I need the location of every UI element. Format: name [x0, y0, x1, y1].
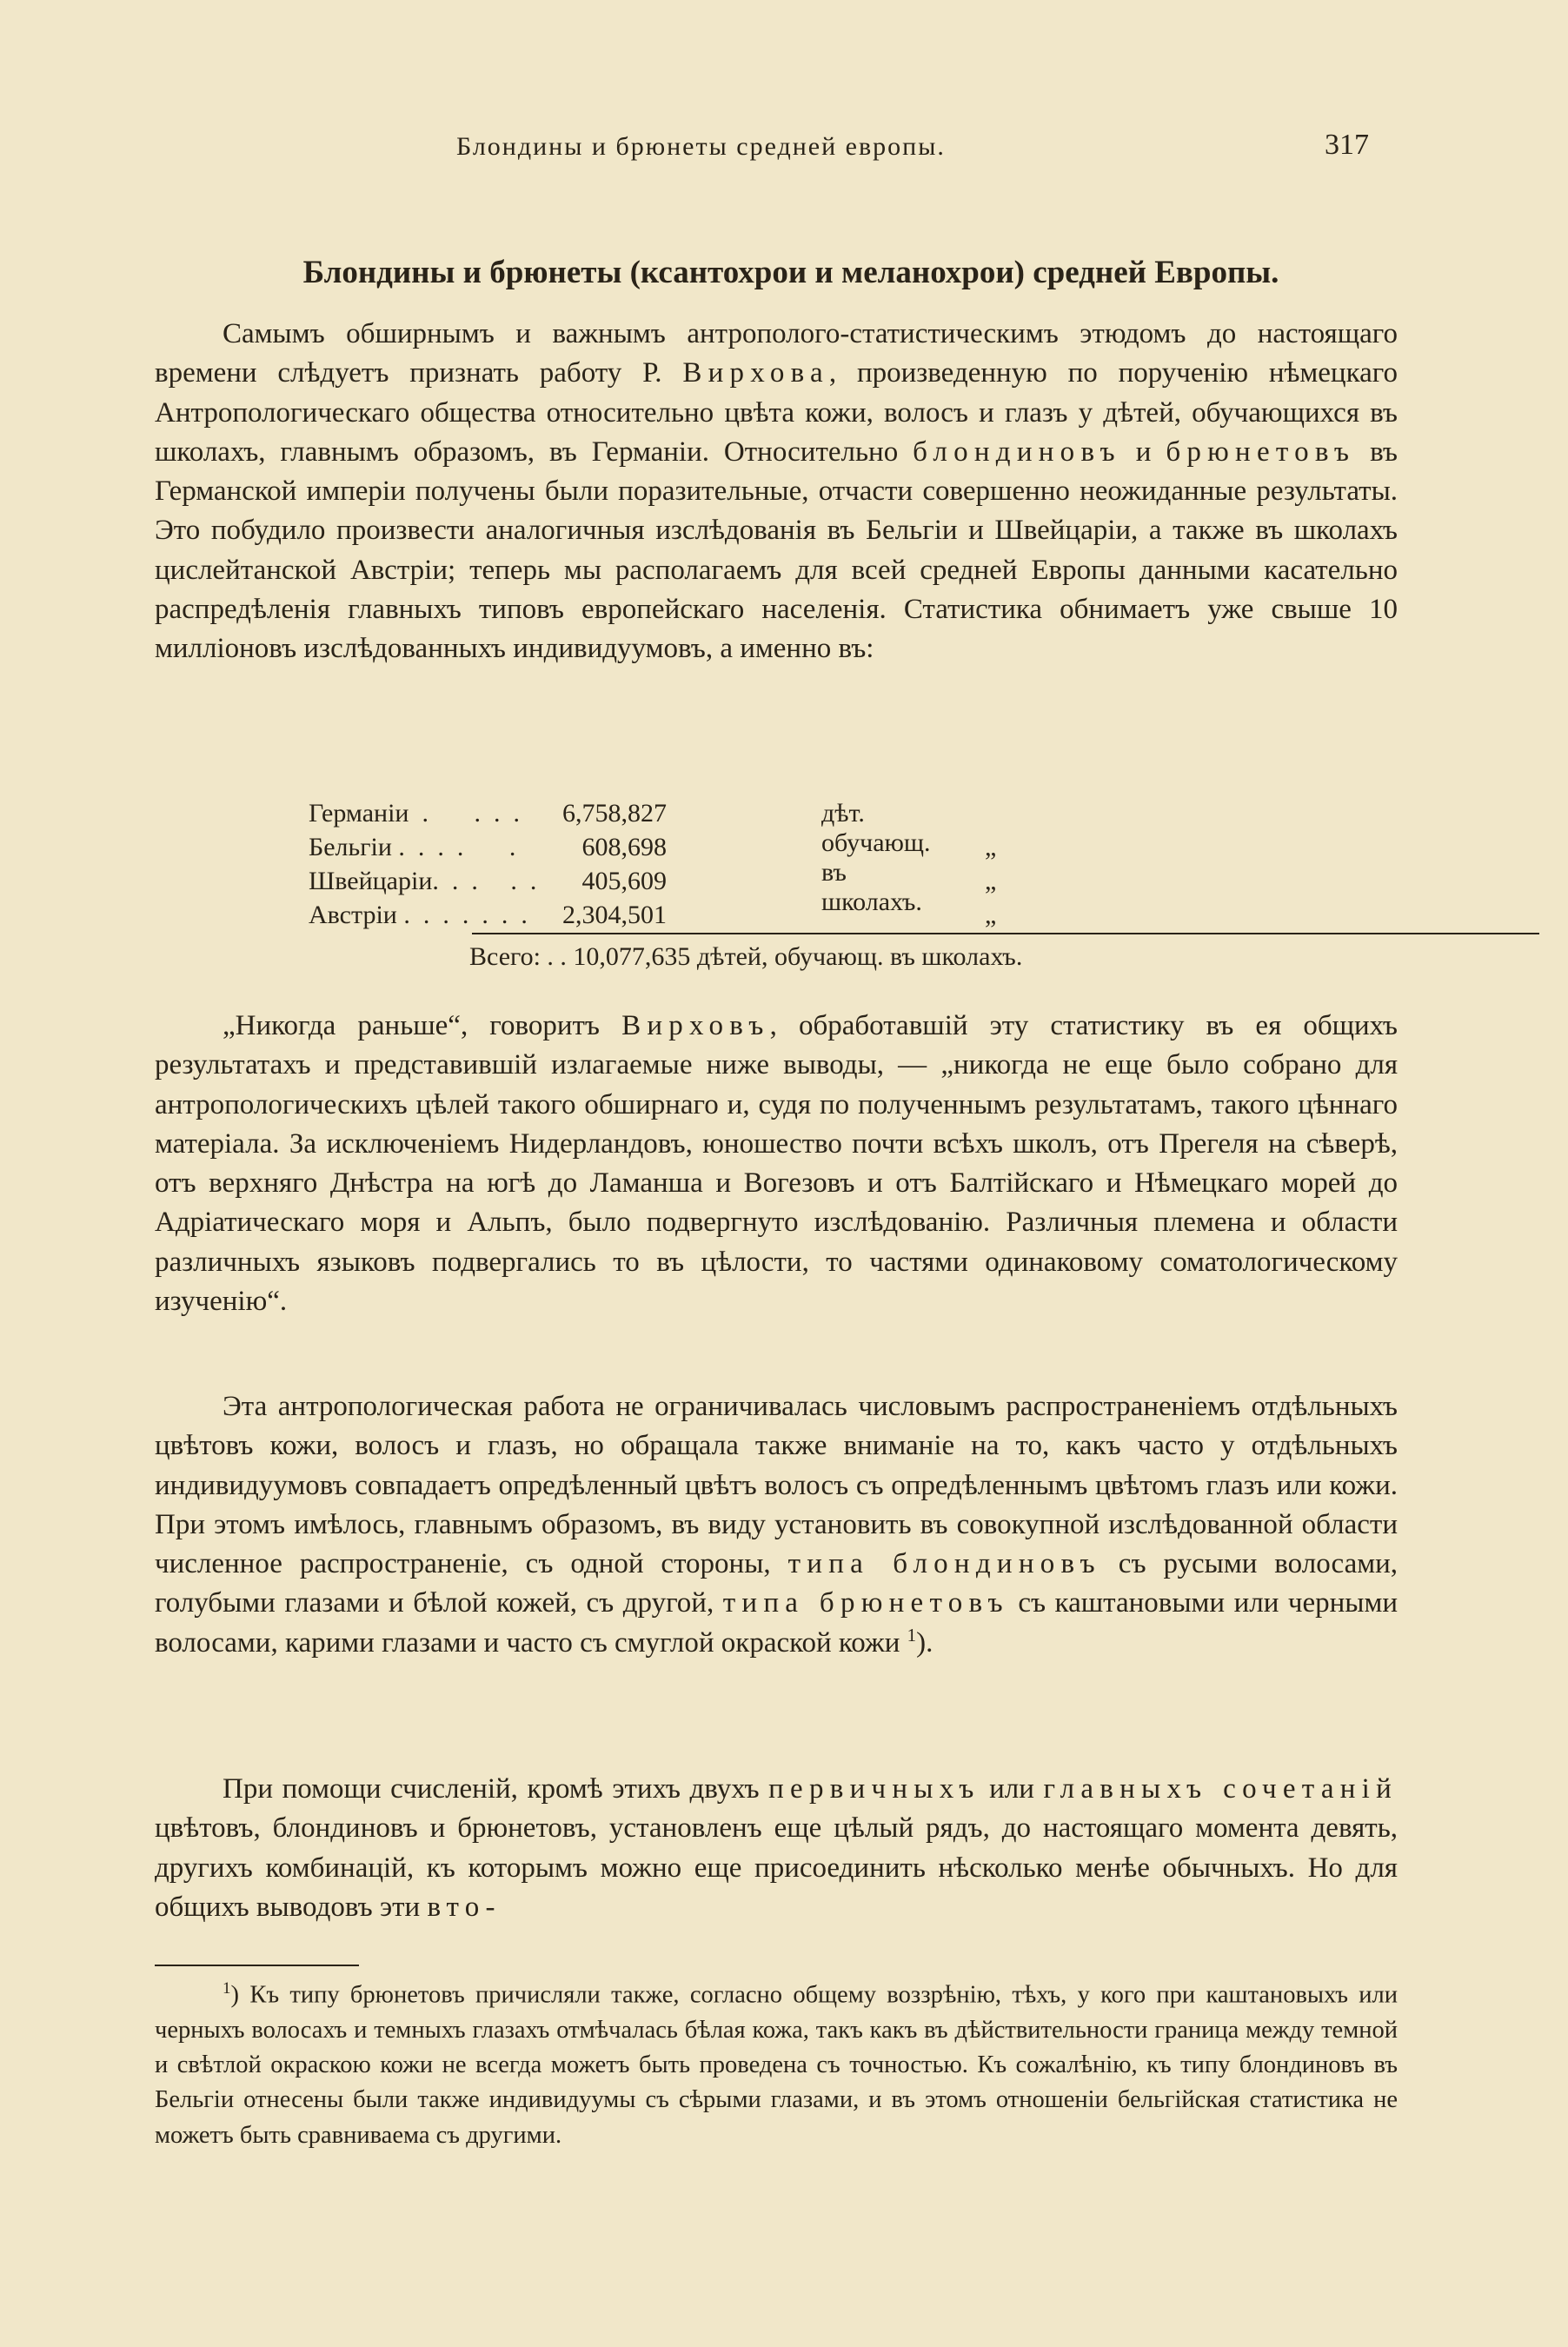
- p3-text-c: съ русыми волосами, голубыми глазами и бѣлой кожей, съ другой,: [155, 1548, 1399, 1619]
- p4-text-e: цвѣтовъ, блондиновъ и брюнетовъ, установленъ еще цѣлый рядъ, до настоящаго момента девять, другихъ комбинацій, къ которымъ можно еще присоединить нѣсколько менѣе обычныхъ. Но для общихъ выводовъ эти: [155, 1812, 1398, 1923]
- author-name-spaced: Вирхова: [682, 357, 829, 389]
- stats-country: Швейцаріи. . . . .: [309, 867, 537, 895]
- p3-text-e: съ каштановыми или черными волосами, карими глазами и часто съ смуглой окраской кожи: [155, 1587, 1398, 1659]
- footnote: [155, 1971, 1398, 2153]
- p3-text-a: Эта антропологическая работа не ограничивалась числовымъ распространеніемъ отдѣльныхъ цвѣтовъ кожи, волосъ и глазъ, но обращала также вниманіе на то, какъ часто у отдѣльныхъ индивидуумовъ совпадаетъ опредѣленный цвѣтъ волосъ съ опредѣленнымъ цвѣтомъ глазъ или кожи. При этомъ имѣлось, главнымъ образомъ, въ виду установить въ совокупной изслѣдованной области численное распространеніе, съ одной стороны,: [155, 1391, 1398, 1580]
- paragraph-3: [155, 1387, 1398, 1663]
- term-blondes-spaced: блондиновъ: [913, 435, 1121, 468]
- paragraph-4: [155, 1770, 1398, 1927]
- stats-unit: дѣт. обучающ. въ школахъ.: [821, 799, 931, 916]
- p2-text-a: „Никогда раньше“, говоритъ: [223, 1010, 622, 1041]
- p1-text-a: Самымъ обширнымъ и важнымъ антрополого-статистическимъ этюдомъ до настоящаго времени слѣдуетъ признать работу Р.: [155, 318, 1398, 389]
- term-primary-spaced: первичныхъ: [768, 1773, 980, 1805]
- term-brunettes-spaced: брюнетовъ: [1166, 435, 1356, 468]
- p2-text-c: , обработавшій эту статистику въ ея общихъ результатахъ и представившій излагаемые ниже выводы, — „никогда не еще было собрано для антропологическихъ цѣлей такого обширнаго и, судя по полученнымъ результатамъ, такого цѣннаго матеріала. За исключеніемъ Нидерландовъ, юношество почти всѣхъ школъ, отъ Прегеля на сѣверѣ, отъ верхняго Днѣстра на югѣ до Ламанша и Вогезовъ и отъ Балтійскаго и Нѣмецкаго морей до Адріатическаго моря и Альпъ, было подвергнуто изслѣдованію. Различныя племена и области различныхъ языковъ подвергались то въ цѣлости, то частями одинаковому соматологическому изученію“.: [155, 1010, 1398, 1318]
- footnote-mark: 1: [223, 1979, 231, 1998]
- stats-value: 405,609: [581, 867, 667, 895]
- section-title: Блондины и брюнеты (ксантохрои и меланохрои) средней Европы.: [302, 255, 1279, 290]
- term-main-combinations-spaced: главныхъ сочетаній: [1043, 1773, 1399, 1805]
- page-number: 317: [1325, 129, 1369, 161]
- stats-country: Австріи . . . . . . .: [309, 901, 528, 929]
- p4-text-a: При помощи счисленій, кромѣ этихъ двухъ: [223, 1773, 769, 1805]
- total-unit: дѣтей, обучающ. въ школахъ.: [696, 942, 1023, 971]
- stats-total: [469, 942, 1022, 972]
- sum-rule: [472, 933, 1539, 934]
- footnote-reference[interactable]: 1: [907, 1624, 917, 1646]
- total-value: 10,077,635: [573, 942, 691, 971]
- paragraph-2: [155, 1007, 1398, 1321]
- term-blonde-type-spaced: типа блондиновъ: [787, 1548, 1101, 1580]
- stats-value: 2,304,501: [562, 901, 667, 929]
- stats-value: 6,758,827: [562, 799, 667, 828]
- ditto-mark: „: [985, 901, 997, 929]
- p3-text-f: ).: [916, 1626, 933, 1659]
- stats-country: Бельгіи . . . . .: [309, 833, 516, 861]
- p1-text-g: въ Германской имперіи получены были поразительные, отчасти совершенно неожиданные результаты. Это побудило произвести аналогичныя изслѣдованія въ Бельгіи и Швейцаріи, а также въ школахъ цислейтанской Австріи; теперь мы располагаемъ для всей средней Европы данными касательно распредѣленія главныхъ типовъ европейскаго населенія. Статистика обнимаетъ уже свыше 10 милліоновъ изслѣдованныхъ индивидуумовъ, а именно въ:: [155, 435, 1398, 665]
- term-secondary-spaced: вто-: [427, 1891, 502, 1923]
- term-brunette-type-spaced: типа брюнетовъ: [722, 1587, 1009, 1619]
- author-name-spaced: Вирховъ: [621, 1010, 770, 1041]
- p1-text-c: , произведенную по порученію нѣмецкаго Антропологическаго общества относительно цвѣта кожи, волосъ и глазъ у дѣтей, обучающихся въ школахъ, главнымъ образомъ, въ Германіи. Относительно: [155, 357, 1398, 468]
- ditto-mark: „: [985, 867, 997, 895]
- ditto-mark: „: [985, 833, 997, 861]
- stats-value: 608,698: [581, 833, 667, 861]
- running-title: Блондины и брюнеты средней европы.: [456, 132, 946, 161]
- p4-text-c: или: [980, 1773, 1044, 1805]
- footnote-text: ) Къ типу брюнетовъ причисляли также, согласно общему воззрѣнію, тѣхъ, у кого при каштановыхъ или черныхъ волосахъ и темныхъ глазахъ отмѣчалась бѣлая кожа, такъ какъ въ дѣйствительности граница между темной и свѣтлой окраскою кожи не всегда можетъ быть проведена съ точностью. Къ сожалѣнію, къ типу блондиновъ въ Бельгіи отнесены были также индивидуумы съ сѣрыми глазами, и въ этомъ отношеніи бельгійская статистика не можетъ быть сравниваема съ другими.: [155, 1981, 1398, 2149]
- footnote-divider: [155, 1965, 359, 1966]
- paragraph-1: [155, 315, 1398, 669]
- total-label: Всего: . .: [469, 942, 567, 971]
- p1-text-e: и: [1120, 435, 1166, 468]
- stats-country: Германіи . . . .: [309, 799, 520, 828]
